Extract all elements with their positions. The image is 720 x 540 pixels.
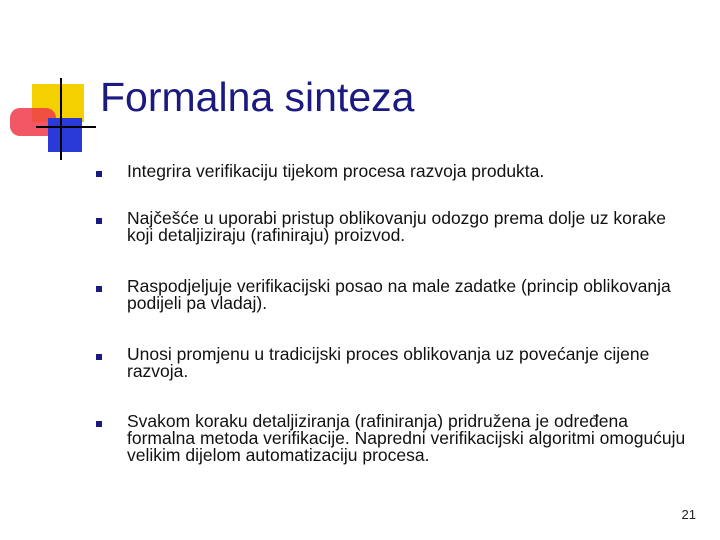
logo-blue-square [48,118,82,152]
bullet-text: Raspodjeljuje verifikacijski posao na male zadatke (princip oblikovanja podijeli pa vladaj). [127,276,671,313]
square-bullet-icon [96,218,102,224]
square-bullet-icon [96,286,102,292]
bullet-text: Integrira verifikaciju tijekom procesa razvoja produkta. [127,161,545,181]
bullet-text: Unosi promjenu u tradicijski proces oblikovanja uz povećanje cijene razvoja. [127,344,650,381]
bullet-text: Svakom koraku detaljiziranja (rafiniranja) pridružena je određena formalna metoda verifikacije. Napredni verifikacijski algoritmi omogućuju velikim dijelom automatizaciju procesa. [127,411,686,465]
square-bullet-icon [96,171,102,177]
square-bullet-icon [96,354,102,360]
logo-vertical-line [60,78,62,160]
logo-horizontal-line [36,126,96,128]
page-number: 21 [681,507,696,522]
square-bullet-icon [96,421,102,427]
bullet-text: Najčešće u uporabi pristup oblikovanju odozgo prema dolje uz korake koji detaljiziraju (rafiniraju) proizvod. [127,208,666,245]
slide-title: Formalna sinteza [100,74,415,120]
